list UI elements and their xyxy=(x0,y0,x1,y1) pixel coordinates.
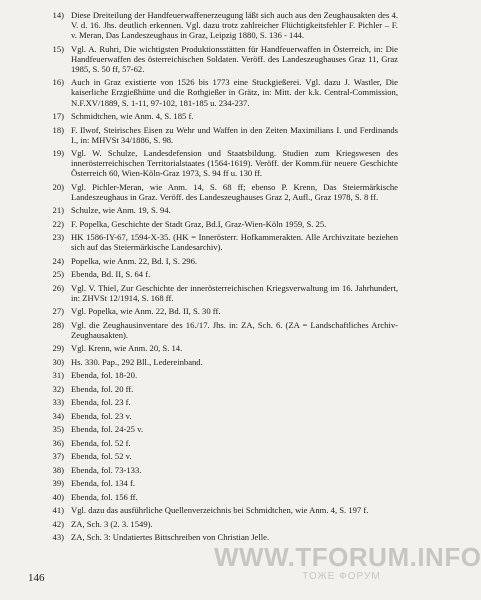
footnote xyxy=(48,519,398,529)
footnote-text: Schulze, wie Anm. 19, S. 94. xyxy=(71,205,171,216)
footnote-number: 41) xyxy=(52,505,64,516)
footnote xyxy=(48,357,398,367)
footnote xyxy=(48,111,398,121)
footnote-text: Ebenda, fol. 23 f. xyxy=(71,397,131,408)
footnote-number: 32) xyxy=(52,383,64,394)
footnote-text: Vgl. V. Thiel, Zur Geschichte der innerösterreichischen Kriegsverwaltung im 16. Jahrhundert, in: ZHVSt 12/1914, S. 168 ff. xyxy=(71,282,398,303)
footnote-number: 43) xyxy=(52,532,64,543)
footnotes-list xyxy=(48,10,398,546)
footnote-text: Ebenda, Bd. II, S. 64 f. xyxy=(71,269,151,280)
footnote-number: 14) xyxy=(52,10,64,20)
footnote-number: 39) xyxy=(52,478,64,489)
footnote-number: 26) xyxy=(52,282,64,293)
footnote-number: 15) xyxy=(52,43,64,54)
footnote xyxy=(48,370,398,380)
footnote xyxy=(48,148,398,178)
watermark-sub: ТОЖЕ ФОРУМ xyxy=(302,571,381,582)
footnote-number: 17) xyxy=(52,111,64,122)
footnote-number: 18) xyxy=(52,124,64,135)
footnote-number: 22) xyxy=(52,218,64,229)
watermark-main: WWW.TFORUM.INFO xyxy=(214,542,481,572)
footnote xyxy=(48,256,398,266)
footnote-number: 23) xyxy=(52,232,64,243)
footnote xyxy=(48,478,398,488)
footnote xyxy=(48,411,398,421)
footnote-text: Ebenda, fol. 134 f. xyxy=(71,478,135,489)
footnote-number: 42) xyxy=(52,518,64,529)
footnote xyxy=(48,219,398,229)
footnote xyxy=(48,10,398,40)
footnote-text: ZA, Sch. 3: Undatiertes Bittschreiben von Christian Jelle. xyxy=(71,532,270,543)
footnote-number: 21) xyxy=(52,205,64,216)
watermark xyxy=(214,542,481,583)
footnote xyxy=(48,306,398,316)
footnote-text: Auch in Graz existierte von 1526 bis 1773 eine Stuckgießerei. Vgl. dazu J. Wastler, Die kaiserliche Erzgießhütte und die Rothgießer in Grätz, in: Mitt. der k.k. Central-Commission, N.F.XV/1889, S. 1-11, 97-102, 181-185 u. 234-237. xyxy=(71,77,398,108)
footnote-number: 40) xyxy=(52,491,64,502)
footnote-text: Ebenda, fol. 52 v. xyxy=(71,451,132,462)
footnote-number: 29) xyxy=(52,343,64,354)
footnote-text: Popelka, wie Anm. 22, Bd. I, S. 296. xyxy=(71,255,198,266)
footnote-number: 25) xyxy=(52,269,64,280)
footnote-number: 36) xyxy=(52,437,64,448)
footnote-number: 35) xyxy=(52,424,64,435)
footnote xyxy=(48,438,398,448)
footnote-text: Ebenda, fol. 156 ff. xyxy=(71,491,138,502)
footnote xyxy=(48,77,398,107)
footnote xyxy=(48,451,398,461)
footnote-text: F. Popelka, Geschichte der Stadt Graz, Bd.I, Graz-Wien-Köln 1959, S. 25. xyxy=(71,218,327,229)
footnote-text: Ebenda, fol. 23 v. xyxy=(71,410,132,421)
footnote-text: Vgl. dazu das ausführliche Quellenverzeichnis bei Schmidtchen, wie Anm. 4, S. 197 f. xyxy=(71,505,369,516)
footnote-text: Schmidtchen, wie Anm. 4, S. 185 f. xyxy=(71,111,194,122)
footnote xyxy=(48,532,398,542)
footnote xyxy=(48,492,398,502)
footnote-number: 27) xyxy=(52,306,64,317)
footnote-number: 31) xyxy=(52,370,64,381)
footnote-number: 24) xyxy=(52,255,64,266)
footnote-text: Vgl. Krenn, wie Anm. 20, S. 14. xyxy=(71,343,183,354)
footnote-number: 28) xyxy=(52,319,64,330)
footnote-text: Ebenda, fol. 73-133. xyxy=(71,464,142,475)
footnote-number: 33) xyxy=(52,397,64,408)
footnote-text: Vgl. A. Ruhri, Die wichtigsten Produktionsstätten für Handfeuerwaffen in Österreich, in: Die Handfeuerwaffen des österreichischen Soldaten. Veröff. des Landeszeughauses Graz 11, Graz 1985, S. 50 ff, 57-62. xyxy=(71,43,398,74)
footnote-text: Ebenda, fol. 18-20. xyxy=(71,370,138,381)
footnote-number: 20) xyxy=(52,181,64,192)
footnote xyxy=(48,465,398,475)
footnote xyxy=(48,44,398,74)
footnote-number: 38) xyxy=(52,464,64,475)
footnote xyxy=(48,232,398,252)
footnote-number: 16) xyxy=(52,77,64,88)
footnote-text: Vgl. W. Schulze, Landesdefension und Staatsbildung. Studien zum Kriegswesen des innerösterreichischen Territorialstaates (1564-1619). Veröff. der Komm.für neuere Geschichte Österreich 60, Wien-Köln-Graz 1973, S. 94 ff u. 130 ff. xyxy=(71,148,398,179)
footnote xyxy=(48,125,398,145)
footnote-number: 19) xyxy=(52,148,64,159)
footnote xyxy=(48,505,398,515)
footnote-text: Diese Dreiteilung der Handfeuerwaffenerzeugung läßt sich auch aus den Zeughausakten des 4. V. d. 16. Jhs. deutlich erkennen. Vgl. dazu trotz zahlreicher Flüchtigkeitsfehler F. Pichler – F. v. Meran, Das Landeszeughaus in Graz, Leipzig 1880, S. 136 - 144. xyxy=(71,10,398,41)
footnote-text: Ebenda, fol. 20 ff. xyxy=(71,383,134,394)
footnote xyxy=(48,397,398,407)
footnote-text: Vgl. die Zeughausinventare des 16./17. Jhs. in: ZA, Sch. 6. (ZA = Landschaftliches Archiv-Zeughausakten). xyxy=(71,319,398,340)
footnote-text: Ebenda, fol. 52 f. xyxy=(71,437,131,448)
footnote-number: 37) xyxy=(52,451,64,462)
footnote-text: F. Ilwof, Steirisches Eisen zu Wehr und Waffen in den Zeiten Maximilians I. und Ferdinands I., in: MHVSt 34/1886, S. 98. xyxy=(71,124,398,145)
footnote xyxy=(48,269,398,279)
footnote-text: Vgl. Popelka, wie Anm. 22, Bd. II, S. 30 ff. xyxy=(71,306,221,317)
footnote xyxy=(48,283,398,303)
footnote-text: Vgl. Pichler-Meran, wie Anm. 14, S. 68 ff; ebenso P. Krenn, Das Steiermärkische Landeszeughaus in Graz. Veröff. des Landeszeughauses Graz 2, Aufl., Graz 1978, S. 8 ff. xyxy=(71,181,398,202)
footnote xyxy=(48,182,398,202)
footnote xyxy=(48,343,398,353)
page-number: 146 xyxy=(28,572,45,584)
footnote xyxy=(48,424,398,434)
footnote-number: 30) xyxy=(52,356,64,367)
footnote xyxy=(48,320,398,340)
footnote-text: ZA, Sch. 3 (2. 3. 1549). xyxy=(71,518,153,529)
footnote xyxy=(48,384,398,394)
footnote-number: 34) xyxy=(52,410,64,421)
footnote-text: HK 1586-IY-67, 1594-X-35. (HK = Innerösterr. Hofkammerakten. Alle Archivzitate beziehen sich auf das Steiermärkische Landesarchiv). xyxy=(71,232,398,253)
footnote-text: Ebenda, fol. 24-25 v. xyxy=(71,424,143,435)
footnote xyxy=(48,205,398,215)
footnote-text: Hs. 330. Pap., 292 Bll., Ledereinband. xyxy=(71,356,203,367)
